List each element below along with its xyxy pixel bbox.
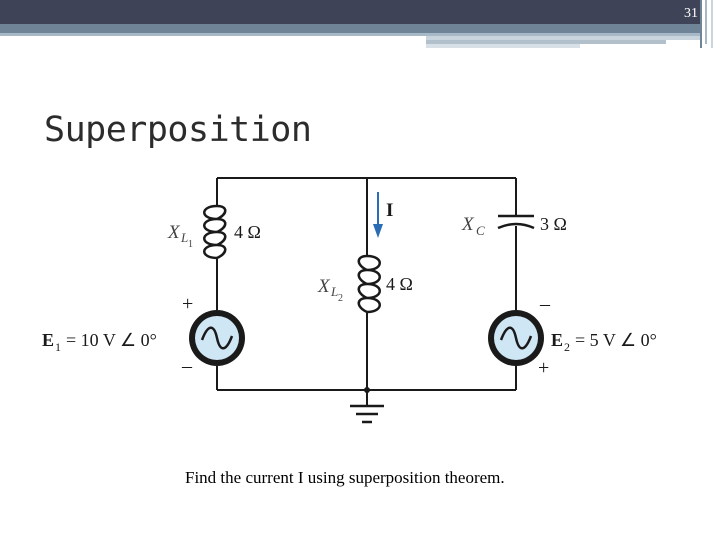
header-stripe [426,44,580,48]
slide-title: Superposition [44,110,312,150]
header-vertical-line [700,0,702,48]
inductor-xl1-icon [204,206,225,258]
xc-sub: C [476,223,485,238]
ground-icon [350,406,384,422]
page-number: 31 [684,6,698,21]
header-vertical-line [711,0,713,48]
slide-caption: Find the current I using superposition theorem. [185,468,505,487]
header-vertical-line [705,0,707,44]
xl2-subsub: 2 [338,293,343,304]
xl2-symbol: X [318,276,330,297]
e1-bottom-polarity: – [182,355,192,377]
e1-sub: 1 [55,340,61,354]
ac-source-e2-icon [488,310,544,366]
ac-source-e1-icon [189,310,245,366]
circuit-diagram [30,170,700,430]
xl1-subsub: 1 [188,239,193,250]
header-stripe [0,24,700,33]
e1-top-polarity: + [182,293,194,315]
e2-value: = 5 V ∠ 0° [575,330,657,350]
junction-node [364,387,370,393]
xl1-value: 4 Ω [234,222,261,242]
current-label: I [386,200,394,221]
xc-symbol: X [462,214,474,235]
xl1-sub: L [181,230,189,245]
e1-symbol: E [42,330,55,350]
inductor-xl2-icon [359,256,380,312]
xl2-sub: L [331,284,339,299]
circuit-wires [217,178,516,406]
e1-value: = 10 V ∠ 0° [66,330,157,350]
e2-top-polarity: – [540,293,550,315]
xc-value: 3 Ω [540,214,567,234]
e2-bottom-polarity: + [538,357,550,379]
e2-sub: 2 [564,340,570,354]
xl2-value: 4 Ω [386,274,413,294]
slide-header-bar [0,0,700,24]
current-arrow-icon [373,192,383,238]
xl1-symbol: X [168,222,180,243]
e2-symbol: E [551,330,564,350]
